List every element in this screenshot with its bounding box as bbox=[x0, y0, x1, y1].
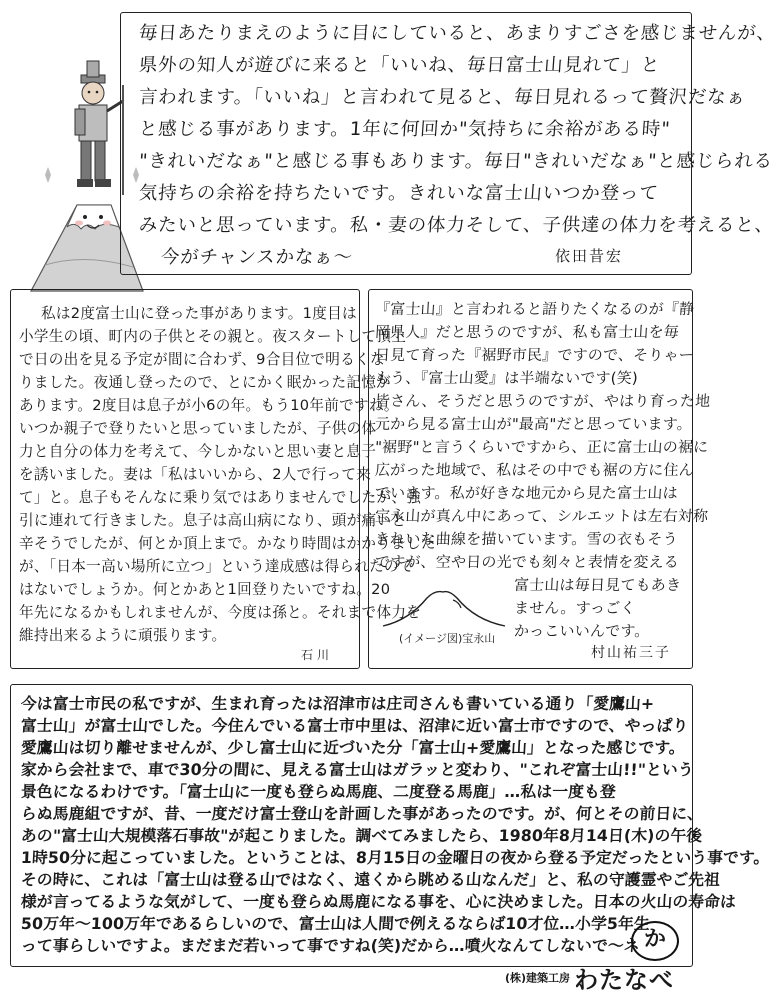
author-initial-badge: か bbox=[631, 921, 679, 961]
text-line: ません。すっごく bbox=[513, 599, 637, 617]
text-line: 広がった地域で、私はその中でも裾の方に住ん bbox=[374, 461, 695, 479]
text-line: 引に連れて行きました。息子は高山病になり、頭が痛いと bbox=[19, 512, 407, 529]
text-line: 『富士山』と言われると語りたくなるのが『静 bbox=[374, 300, 695, 318]
author-signature: 依田昔宏 bbox=[555, 247, 624, 265]
text-line: て」と。息子もそんなに乗り気ではありませんでしたが、強 bbox=[19, 489, 422, 506]
text-line: あの"富士山大規模落石事故"が起こりました。調べてみましたら、1980年8月14日(木)の午後 bbox=[20, 826, 703, 845]
text-line: らぬ馬鹿組ですが、昔、一度だけ富士登山を計画した事があったのです。が、何とその前日に、 bbox=[20, 804, 704, 823]
text-line: いつか親子で登りたいと思っていましたが、子供の体 bbox=[19, 420, 377, 437]
illustration-caption: (イメージ図)宝永山 bbox=[399, 632, 496, 645]
text-line: 富士山」が富士山でした。今住んでいる富士市中里は、沼津に近い富士市ですので、やっぱり bbox=[20, 716, 689, 735]
text-line: 岡県人』だと思うのですが、私も富士山を毎 bbox=[374, 323, 680, 341]
text-line: を誘いました。妻は「私はいいから、2人で行って来 bbox=[19, 466, 372, 483]
text-line: 宝永山が真ん中にあって、シルエットは左右対称 bbox=[374, 507, 709, 525]
footer-company bbox=[505, 960, 674, 995]
company-prefix: (株)建築工房 bbox=[505, 971, 571, 985]
text-line: 様が言ってるような気がして、一度も登らぬ馬鹿になる事を、心に決めました。日本の火山の寿命は bbox=[20, 892, 737, 911]
text-line: 皆さん、そうだと思うのですが、やはり育った地 bbox=[374, 392, 711, 410]
text-line: 日見て育った『裾野市民』ですので、そりゃー bbox=[374, 346, 695, 364]
text-line: "きれいだなぁ"と感じる事もあります。毎日"きれいだなぁ"と感じられる bbox=[138, 151, 774, 172]
text-line: 50万年〜100万年であるらしいので、富士山は人間で例えるならば10才位…小学5年生 bbox=[20, 914, 651, 933]
text-line: 私は2度富士山に登った事があります。1度目は bbox=[41, 305, 357, 322]
text-line: 毎日あたりまえのように目にしていると、あまりすごさを感じませんが、 bbox=[138, 23, 777, 44]
text-line: りました。夜通し登ったので、とにかく眠かった記憶が bbox=[19, 374, 392, 391]
text-line: と感じる事があります。1年に何回か"気持ちに余裕がある時" bbox=[138, 119, 672, 140]
text-line: で日の出を見る予定が間に合わず、9合目位で明るくな bbox=[19, 351, 385, 368]
mount-fuji-sketch-icon bbox=[379, 580, 509, 630]
text-line: 気持ちの余裕を持ちたいです。きれいな富士山いつか登って bbox=[138, 183, 660, 204]
author-signature: 石川 bbox=[301, 648, 334, 662]
essay-box-right bbox=[368, 289, 711, 669]
text-line: が、「日本一高い場所に立つ」という達成感は得られたので bbox=[19, 558, 414, 575]
text-line: 辛そうでしたが、何とか頂上まで。かなり時間はかかりました bbox=[19, 535, 436, 552]
text-line: もう、『富士山愛』は半端ないです(笑) bbox=[374, 369, 639, 387]
text-line: きれいな曲線を描いています。雪の衣もそう bbox=[374, 530, 679, 548]
text-line: でいます。私が好きな地元から見た富士山は bbox=[374, 484, 679, 502]
text-line: 小学生の頃、町内の子供とその親と。夜スタートして頂上 bbox=[19, 328, 407, 345]
text-line: 景色になるわけです。「富士山に一度も登らぬ馬鹿、二度登る馬鹿」…私は一度も登 bbox=[20, 782, 617, 801]
text-line: 今は富士市民の私ですが、生まれ育ったは沼津市は庄司さんも書いている通り「愛鷹山+ bbox=[20, 694, 655, 713]
text-line: 年先になるかもしれませんが、今度は孫と。それまで体力を bbox=[19, 604, 422, 621]
text-line: 力と自分の体力を考えて、今しかないと思い妻と息子 bbox=[19, 443, 377, 460]
text-line: その時に、これは「富士山は登る山ではなく、遠くから眺める山なんだ」と、私の守護霊やご先祖 bbox=[20, 870, 721, 889]
text-line: ですが、空や日の光でも刻々と表情を変える bbox=[374, 553, 680, 571]
text-line: って事らしいですよ。まだまだ若いって事ですね(笑)だから…噴火なんてしないで〜ネ bbox=[20, 936, 641, 955]
text-line: 県外の知人が遊びに来ると「いいね、毎日富士山見れて」と bbox=[138, 55, 661, 76]
company-brand: わたなべ bbox=[574, 966, 675, 994]
text-line: はないでしょうか。何とかあと1回登りたいですね。20 bbox=[19, 581, 391, 598]
text-line: "裾野"と言うくらいですから、正に富士山の裾に bbox=[374, 438, 709, 456]
essay-box-left bbox=[10, 289, 436, 669]
text-line: 1時50分に起こっていました。ということは、8月15日の金曜日の夜から登る予定だったという事です。 bbox=[20, 848, 770, 867]
text-line: 富士山は毎日見てもあき bbox=[513, 576, 682, 594]
text-line: みたいと思っています。私・妻の体力そして、子供達の体力を考えると、 bbox=[138, 215, 775, 236]
author-signature: 村山祐三子 bbox=[591, 645, 671, 661]
text-line: 言われます。「いいね」と言われて見ると、毎日見れるって贅沢だなぁ bbox=[138, 87, 747, 108]
text-line: 元から見る富士山が"最高"だと思っています。 bbox=[374, 415, 693, 433]
text-line: 維持出来るように頑張ります。 bbox=[19, 627, 227, 644]
text-line: 今がチャンスかなぁ〜 bbox=[160, 247, 354, 268]
essay-box-bottom bbox=[10, 684, 770, 967]
text-line: 愛鷹山は切り離せませんが、少し富士山に近づいた分「富士山+愛鷹山」となった感じです。 bbox=[20, 738, 686, 757]
text-line: 家から会社まで、車で30分の間に、見える富士山はガラッと変わり、"これぞ富士山!!"という bbox=[20, 760, 695, 779]
essay-box-top bbox=[120, 12, 777, 275]
text-line: かっこいいんです。 bbox=[513, 622, 651, 640]
text-line: あります。2度目は息子が小6の年。もう10年前ですね。 bbox=[19, 397, 399, 414]
